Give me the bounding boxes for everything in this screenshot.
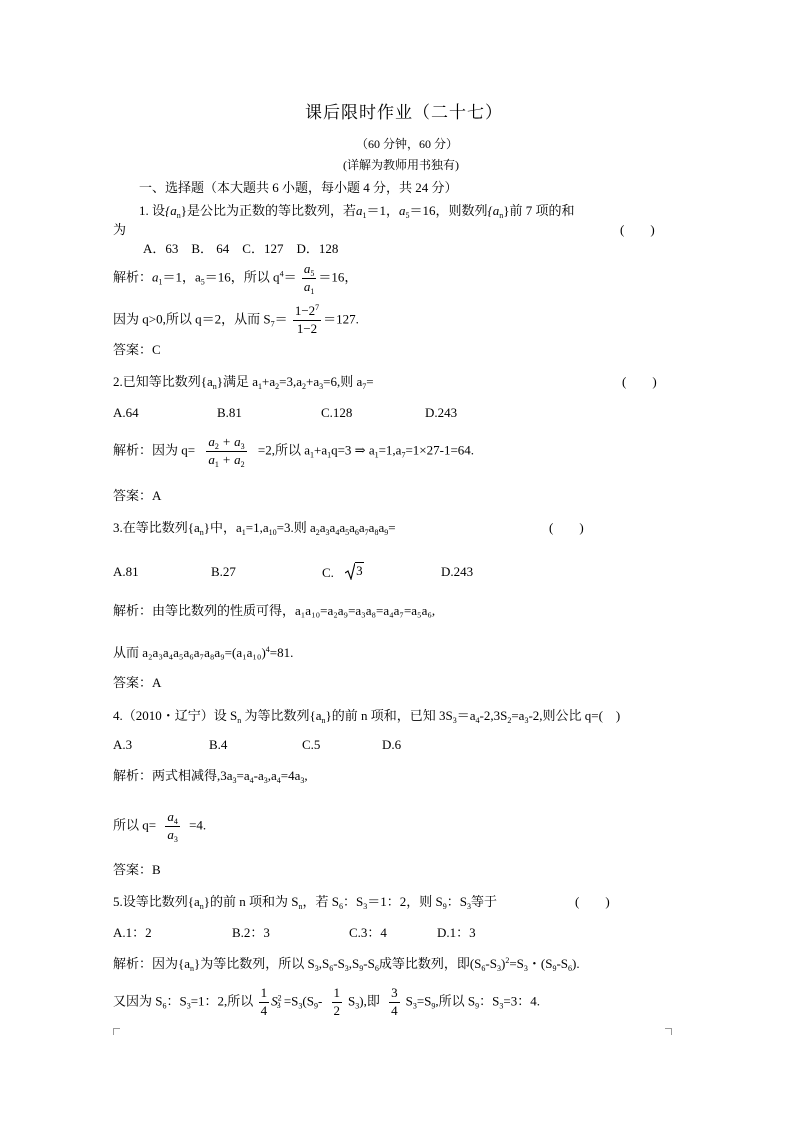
q4-answer: 答案：B	[113, 862, 161, 877]
q1-sum-fraction: $\frac{1-2^7}{1-2}$	[294, 303, 320, 336]
section-heading: 一、选择题（本大题共 6 小题，每小题 4 分，共 24 分）	[139, 180, 458, 195]
q4-option-b: B.4	[209, 737, 228, 752]
q4-solution-line2: 所以 q= $\frac{a_4}{a_3}$ =4.	[113, 809, 207, 844]
q2-answer-paren: ( )	[622, 374, 657, 389]
teacher-note: (详解为教师用书独有)	[343, 158, 459, 172]
q5-fraction-half: $\frac{1}{2}$	[333, 985, 341, 1018]
q2-option-a: A.64	[113, 405, 139, 420]
q2-answer: 答案：A	[113, 488, 162, 503]
q5-option-d: D.1：3	[437, 925, 476, 940]
q5-option-c: C.3：4	[349, 925, 387, 940]
q4-option-c: C.5	[302, 737, 321, 752]
q1-options: A．63 B． 64 C．127 D．128	[143, 241, 339, 256]
page-title: 课后限时作业（二十七）	[305, 103, 503, 122]
q4-option-d: D.6	[382, 737, 402, 752]
q2-fraction: $\frac{a_2 + a_3}{a_1 + a_2}$	[208, 434, 245, 469]
q3-solution-line1: 解析：由等比数列的性质可得，a₁a₁₀=a₂a₉=a₃a₈=a₄a₇=a₅a₆,	[113, 603, 436, 618]
q5-answer-paren: ( )	[575, 894, 610, 909]
q1-solution-line2: 因为 q>0,所以 q＝2，从而 $S_7=$ $\frac{1-2^7}{1-2}$ ＝127.	[113, 303, 359, 336]
q5-stem: 5.设等比数列$\{a_n\}$的前 n 项和为 $S_n$，若 $S_6$：$S_3=1$：2，则 $S_9$：$S_3$等于	[113, 894, 497, 911]
q3-answer: 答案：A	[113, 675, 162, 690]
q1-answer-paren: ( )	[620, 222, 655, 237]
q3-option-c: C. 3	[322, 562, 363, 580]
q3-option-d: D.243	[441, 564, 474, 579]
q5-fraction-quarter: $\frac{1}{4}$	[260, 985, 268, 1018]
q4-option-a: A.3	[113, 737, 133, 752]
q4-stem: 4.（2010・辽宁）设 $S_n$ 为等比数列$\{a_n\}$的前 n 项和，已知 $3S_3=a_4-2,3S_2=a_3-2$,则公比 q=( )	[113, 708, 621, 725]
q1-fraction: $\frac{a_5}{a_1}$	[303, 261, 315, 296]
corner-mark-right	[665, 1028, 672, 1035]
q5-solution-line2: 又因为 $S_6$：$S_3=1$：2,所以 $\frac{1}{4}$ $S^2_3 =S_3(S_9-$ $\frac{1}{2}$ $S_3$),即 $\frac{3}{4}$ $S_3=S_9$,所以 $S_9$：$S_3=3$：4.	[113, 985, 540, 1018]
q2-solution: 解析：因为 q= $\frac{a_2 + a_3}{a_1 + a_2}$ =2,所以 $a_1+a_1q=3$ ⇒ $a_1=1,a_7=1\times 27-1=64$.	[113, 434, 475, 469]
q1-answer: 答案：C	[113, 342, 161, 357]
q3-solution-line2: 从而 $a_2a_3a_4a_5a_6a_7a_8a_9=(a_1a_{10})^4=81$.	[113, 645, 294, 660]
q3-stem: 3.在等比数列$\{a_n\}$中，$a_1=1,a_{10}=3$.则 $a_2a_3a_4a_5a_6a_7a_8a_9=$	[113, 520, 396, 537]
q5-fraction-three-quarters: $\frac{3}{4}$	[391, 985, 398, 1018]
q1-stem-cont: 为	[113, 222, 127, 237]
q4-solution-line1: 解析：两式相减得$,3a_3=a_4-a_3,a_4=4a_3$,	[113, 768, 308, 785]
q5-option-b: B.2：3	[232, 925, 270, 940]
q3-answer-paren: ( )	[549, 520, 584, 535]
q5-option-a: A.1：2	[113, 925, 152, 940]
q4-fraction: $\frac{a_4}{a_3}$	[167, 809, 178, 844]
q2-option-b: B.81	[217, 405, 242, 420]
time-note: （60 分钟，60 分）	[356, 137, 459, 151]
q3-option-b: B.27	[211, 564, 236, 579]
q2-stem: 2.已知等比数列$\{a_n\}$满足 $a_1+a_2=3,a_2+a_3=6$,则 $a_7=$	[113, 374, 374, 391]
q3-option-a: A.81	[113, 564, 139, 579]
q2-option-c: C.128	[321, 405, 353, 420]
q1-solution-line1: 解析：$a_1=1$，$a_5=16$，所以 $q^4=$ $\frac{a_5}{a_1}$ ＝16，	[113, 261, 358, 296]
q1-stem: 1. 设$\{a_n\}$是公比为正数的等比数列，若$a_1=1$，$a_5=16$，则数列$\{a_n\}$前 7 项的和	[139, 203, 575, 220]
q5-solution-line1: 解析：因为$\{a_n\}$为等比数列，所以 $S_3,S_6-S_3,S_9-S_6$成等比数列，即$(S_6-S_3)^2=S_3$・$(S_9-S_6)$.	[113, 956, 580, 973]
q2-option-d: D.243	[425, 405, 458, 420]
corner-mark-left	[113, 1028, 120, 1035]
sqrt-icon	[345, 562, 355, 580]
